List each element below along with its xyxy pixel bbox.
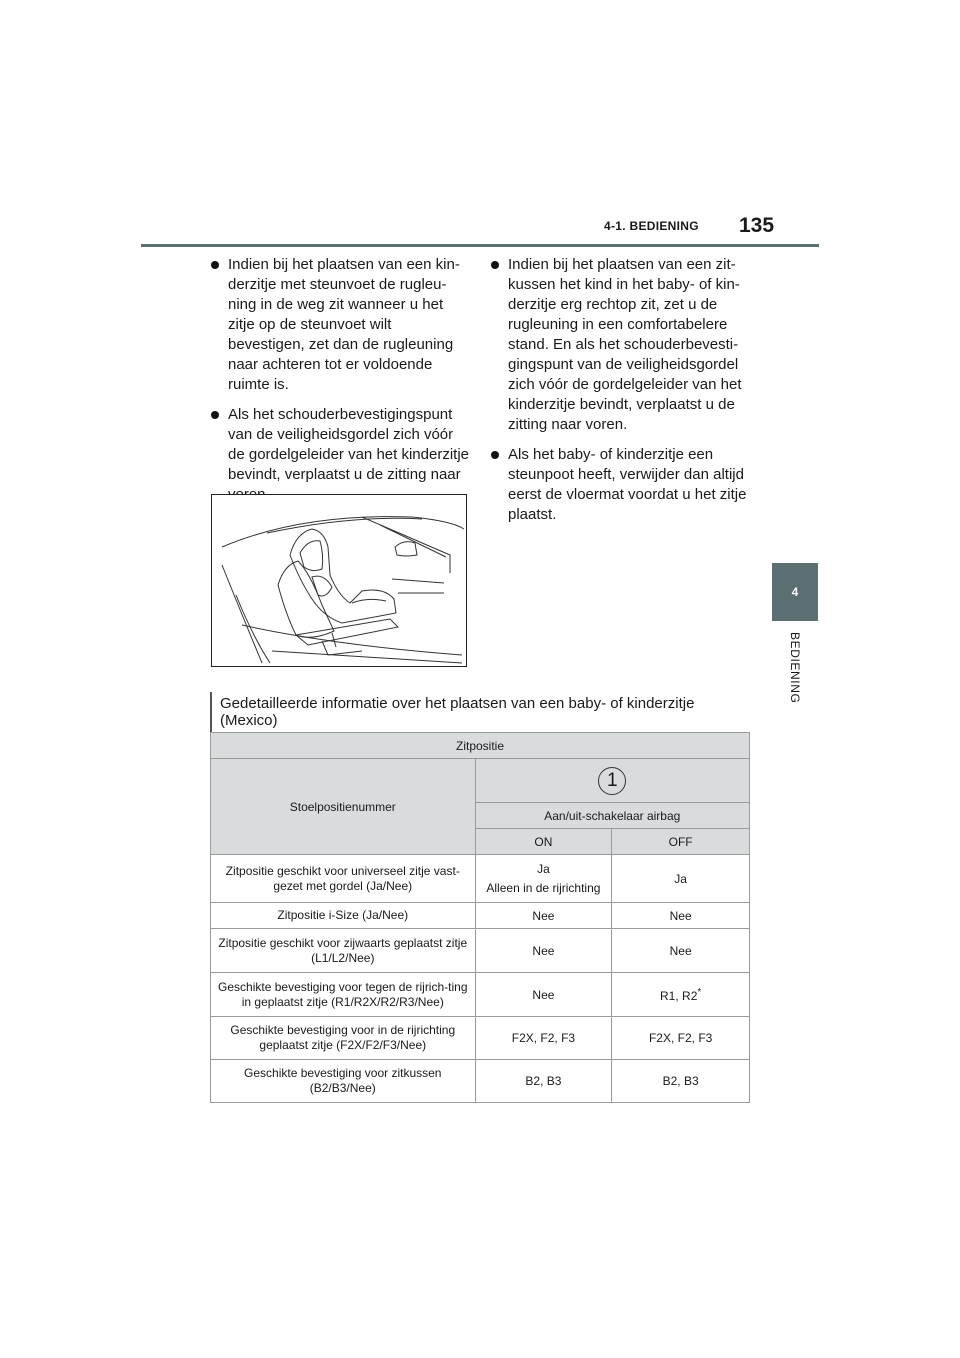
row-label: Geschikte bevestiging voor zitkussen (B2/B3/Nee) — [211, 1060, 476, 1103]
column-on: ON — [475, 829, 612, 855]
left-bullet-list — [209, 255, 471, 515]
row-on-value: B2, B3 — [475, 1060, 612, 1103]
row-label: Zitpositie i-Size (Ja/Nee) — [211, 903, 476, 929]
row-on-text: Ja — [537, 861, 550, 876]
row-off-value: F2X, F2, F3 — [612, 1017, 750, 1060]
row-on-value: Nee — [475, 929, 612, 973]
row-on-value — [475, 855, 612, 903]
bullet-item: Als het baby- of kinderzitje een steunpoot heeft, verwijder dan altijd eerst de vloermat voordat u het zitje plaatst. — [489, 445, 754, 525]
table-row — [211, 1017, 750, 1060]
row-off-value: Nee — [612, 929, 750, 973]
row-on-value: Nee — [475, 973, 612, 1017]
child-seat-illustration — [211, 494, 467, 667]
child-seat-drawing — [212, 495, 466, 666]
row-off-value: B2, B3 — [612, 1060, 750, 1103]
seat-number-badge: 1 — [598, 767, 626, 795]
row-label: Geschikte bevestiging voor tegen de rijrich-ting in geplaatst zitje (R1/R2X/R2/R3/Nee) — [211, 973, 476, 1017]
row-off-value: Ja — [612, 855, 750, 903]
column-off: OFF — [612, 829, 750, 855]
chapter-number: 4 — [791, 585, 799, 599]
seat-number-cell — [475, 759, 749, 803]
page-number: 135 — [739, 214, 775, 237]
chapter-label: BEDIENING — [788, 632, 802, 704]
footnote-marker: * — [697, 986, 702, 998]
header-rule — [141, 244, 819, 247]
table-row — [211, 855, 750, 903]
seat-position-table — [210, 732, 750, 1103]
table-row — [211, 929, 750, 973]
chapter-tab — [772, 563, 818, 621]
bullet-item: Als het schouderbevestigingspunt van de veiligheidsgordel zich vóór de gordelgeleider van het kinderzitje bevindt, verplaatst u de zitting naar — [209, 405, 471, 505]
right-bullet-list — [489, 255, 754, 535]
row-label: Geschikte bevestiging voor in de rijrichting geplaatst zitje (F2X/F2/F3/Nee) — [211, 1017, 476, 1060]
table-row — [211, 973, 750, 1017]
table-row — [211, 1060, 750, 1103]
row-off-value: Nee — [612, 903, 750, 929]
table-title: Zitpositie — [211, 733, 750, 759]
table-row — [211, 903, 750, 929]
airbag-switch-label: Aan/uit-schakelaar airbag — [475, 803, 749, 829]
row-off-text: R1, R2 — [660, 988, 698, 1003]
row-on-note: Alleen in de rijrichting — [486, 880, 601, 895]
row-label: Zitpositie geschikt voor zijwaarts geplaatst zitje (L1/L2/Nee) — [211, 929, 476, 973]
info-caption: Gedetailleerde informatie over het plaatsen van een baby- of kinderzitje (Mexico) — [210, 692, 745, 736]
row-on-value: F2X, F2, F3 — [475, 1017, 612, 1060]
bullet-item: Indien bij het plaatsen van een kin-derzitje met steunvoet de rugleu-ning in de weg zit wanneer u het zitje op de steunvoet wilt bevestigen, zet dan de rugleuning naar achteren tot er voldoende ruimte is. — [209, 255, 471, 395]
bullet-item: Indien bij het plaatsen van een zit-kussen het kind in het baby- of kin-derzitje erg rechtop zit, zet u de rugleuning in een comfortabelere stand. En als het schouderbevesti-gingspunt van de veiligheidsgordel zich vóór de gordelgeleider van het kinderzitje bevindt, verplaatst u de zitting naar voren. — [489, 255, 754, 435]
row-off-value — [612, 973, 750, 1017]
section-title: 4-1. BEDIENING — [604, 219, 699, 233]
seat-number-label: Stoelpositienummer — [211, 759, 476, 855]
row-label: Zitpositie geschikt voor universeel zitje vast-gezet met gordel (Ja/Nee) — [211, 855, 476, 903]
row-on-value: Nee — [475, 903, 612, 929]
